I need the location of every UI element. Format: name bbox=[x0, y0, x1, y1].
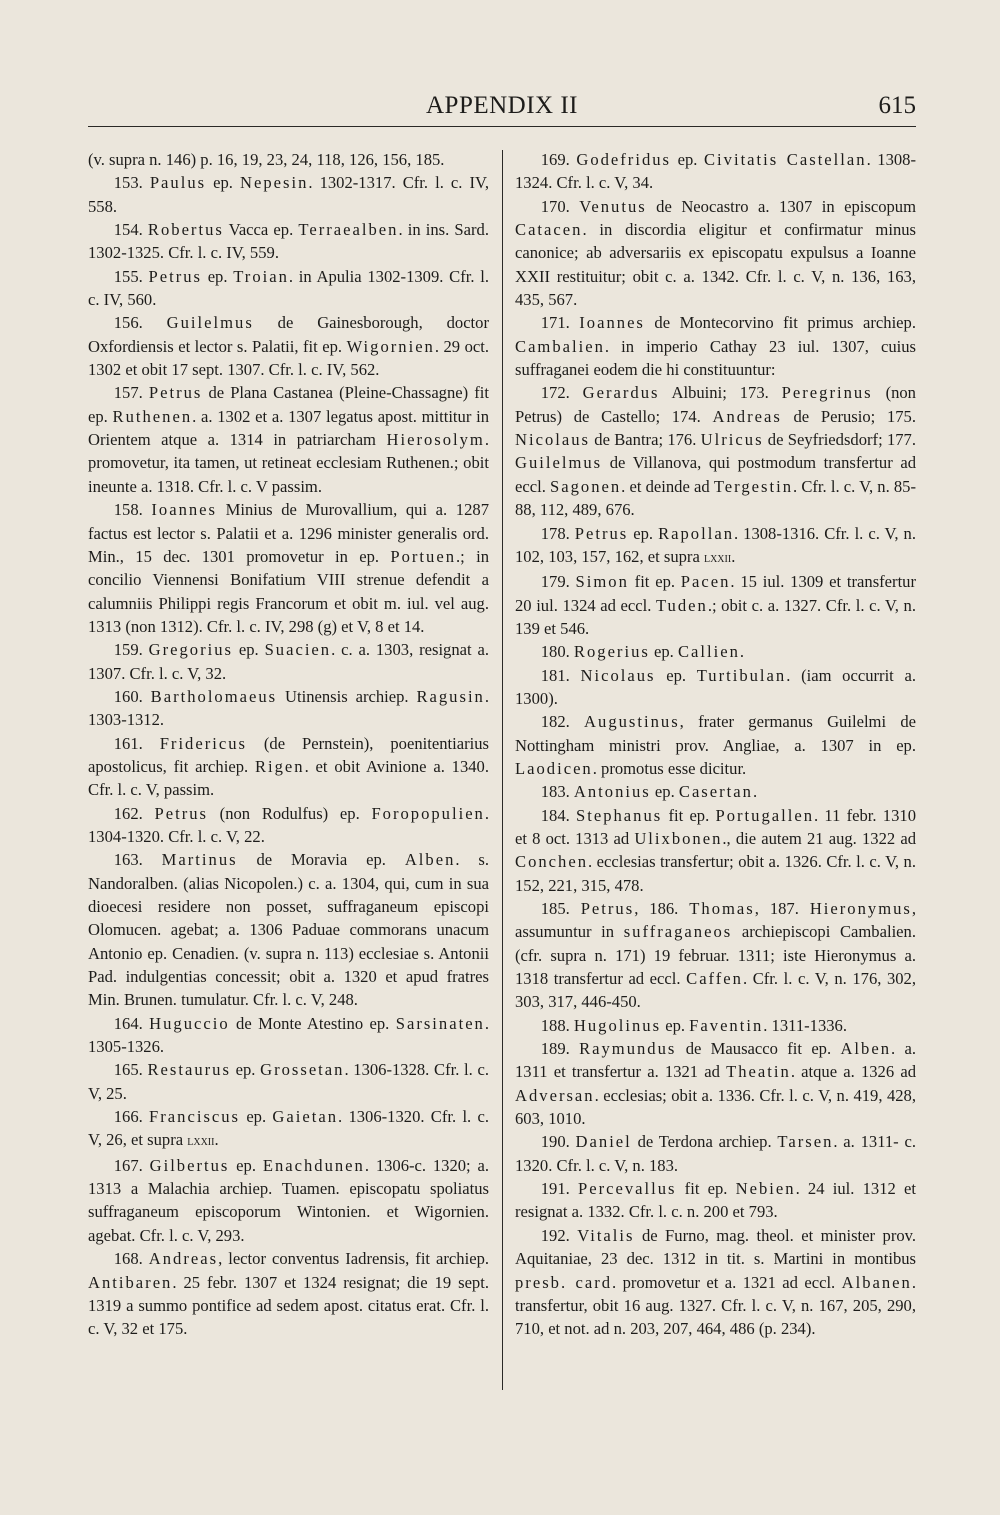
spaced-name: Antonius bbox=[573, 782, 651, 802]
spaced-name: Cambalien bbox=[515, 336, 605, 356]
spaced-name: Petrus bbox=[580, 899, 635, 918]
column-rule bbox=[502, 150, 503, 1390]
spaced-name: Grossetan bbox=[260, 1060, 345, 1080]
catalog-entry: 190. Daniel de Terdona archiep. Tarsen. a. 1311- c. 1320. Cfr. l. c. V, n. 183. bbox=[515, 1132, 916, 1175]
spaced-name: Wigornien bbox=[346, 336, 435, 356]
spaced-name: Robertus bbox=[147, 220, 224, 240]
spaced-name: Stephanus bbox=[576, 805, 663, 825]
spaced-name: Ragusin bbox=[416, 686, 485, 706]
spaced-name: Bartholomaeus bbox=[150, 686, 278, 706]
spaced-name: Rapollan bbox=[658, 523, 734, 543]
spaced-name: Ulixbonen bbox=[634, 828, 723, 848]
spaced-name: Ulricus bbox=[700, 430, 764, 450]
catalog-entry: 180. Rogerius ep. Callien. bbox=[540, 642, 745, 662]
catalog-entry: 181. Nicolaus ep. Turtibulan. (iam occurrit a. 1300). bbox=[515, 665, 917, 708]
catalog-entry: 157. Petrus de Plana Castanea (Pleine-Chassagne) fit ep. Ruthenen. a. 1302 et a. 1307 legatus apost. mittitur in Orientem atque a. 1314 in patriarcham Hierosolym. promovetur, ita tamen, ut retineat ecclesiam Ruthenen.; obit ineunte a. 1318. Cfr. l. c. V passim. bbox=[88, 383, 490, 496]
spaced-name: Martinus bbox=[161, 850, 238, 870]
spaced-name: Venutus bbox=[579, 196, 647, 216]
spaced-name: Suacien bbox=[264, 640, 332, 660]
text-columns bbox=[88, 148, 916, 1435]
catalog-entry: 156. Guilelmus de Gainesborough, doctor Oxfordiensis et lector s. Palatii, fit ep. Wigornien. 29 oct. 1302 et obit 17 sept. 1307. Cfr. l. c. IV, 562. bbox=[88, 313, 489, 380]
spaced-name: Godefridus bbox=[576, 150, 671, 169]
roman-numeral: lxxii bbox=[187, 1133, 215, 1150]
spaced-name: Pacen bbox=[680, 572, 731, 592]
right-column bbox=[515, 148, 916, 1435]
spaced-name: Nicolaus bbox=[515, 430, 590, 450]
spaced-name: Thomas bbox=[689, 899, 755, 918]
spaced-name: Huguccio bbox=[149, 1013, 230, 1033]
spaced-name: Augustinus bbox=[584, 712, 680, 732]
catalog-entry: 167. Gilbertus ep. Enachdunen. 1306-c. 1320; a. 1313 a Malachia archiep. Tuamen. episcopatu spoliatus suffraganeum episcoporum Wintonien. et Wigornien. agebat. Cfr. l. c. V, 293. bbox=[88, 1155, 490, 1245]
spaced-name: Faventin bbox=[689, 1015, 764, 1035]
catalog-entry: 172. Gerardus Albuini; 173. Peregrinus (non Petrus) de Castello; 174. Andreas de Perusio; 175. Nicolaus de Bantra; 176. Ulricus de Seyfriedsdorf; 177. Guilelmus de Villanova, qui postmodum transfertur ad eccl. Sagonen. et deinde ad Tergestin. Cfr. l. c. V, n. 85-88, 112, 489, 676. bbox=[515, 383, 917, 520]
spaced-name: Alben bbox=[404, 850, 456, 870]
catalog-entry: 189. Raymundus de Mausacco fit ep. Alben. a. 1311 et transfertur a. 1321 ad Theatin. atque a. 1326 ad Adversan. ecclesias; obit a. 1336. Cfr. l. c. V, n. 419, 428, 603, 1010. bbox=[515, 1039, 916, 1129]
catalog-entry: 169. Godefridus ep. Civitatis Castellan. 1308-1324. Cfr. l. c. V, 34. bbox=[515, 150, 917, 193]
spaced-name: Catacen bbox=[515, 220, 583, 240]
spaced-name: Vitalis bbox=[577, 1225, 635, 1245]
spaced-name: Nicolaus bbox=[580, 665, 656, 685]
catalog-entry: 185. Petrus, 186. Thomas, 187. Hieronymus, assumuntur in suffraganeos archiepiscopi Cambalien. (cfr. supra n. 171) 19 februar. 1311; iste Hieronymus a. 1318 transfertur ad eccl. Caffen. Cfr. l. c. V, n. 176, 302, 303, 317, 446-450. bbox=[515, 899, 917, 1012]
running-head bbox=[88, 92, 916, 127]
spaced-name: Turtibulan bbox=[696, 665, 787, 685]
catalog-entry: 183. Antonius ep. Casertan. bbox=[540, 782, 758, 802]
spaced-name: Hierosolym bbox=[386, 430, 485, 450]
spaced-name: Andreas bbox=[148, 1249, 219, 1269]
spaced-name: Hugolinus bbox=[573, 1015, 662, 1035]
catalog-entry: 164. Huguccio de Monte Atestino ep. Sarsinaten. 1305-1326. bbox=[88, 1013, 490, 1057]
catalog-entry: 182. Augustinus, frater germanus Guilelmi de Nottingham ministri prov. Angliae, a. 1307 in ep. Laodicen. promotus esse dicitur. bbox=[515, 712, 917, 778]
spaced-name: Raymundus bbox=[579, 1039, 677, 1059]
catalog-entry: 171. Ioannes de Montecorvino fit primus archiep. Cambalien. in imperio Cathay 23 iul. 1307, cuius suffraganei eodem die hi constituuntur: bbox=[515, 313, 916, 380]
spaced-name: Gerardus bbox=[582, 383, 660, 403]
spaced-name: Ioannes bbox=[579, 313, 645, 333]
spaced-name: Petrus bbox=[148, 266, 202, 286]
roman-numeral: lxxii bbox=[703, 549, 732, 566]
spaced-name: presb. card bbox=[515, 1272, 613, 1292]
catalog-entry: 192. Vitalis de Furno, mag. theol. et minister prov. Aquitaniae, 23 dec. 1312 in tit. s. Martini in montibus presb. card. promovetur et a. 1321 ad eccl. Albanen. transfertur, obit 16 aug. 1327. Cfr. l. c. V, n. 167, 205, 290, 710, et not. ad n. 203, 207, 464, 486 (p. 234). bbox=[515, 1225, 917, 1339]
spaced-name: Ruthenen bbox=[112, 406, 193, 426]
spaced-name: Portuen bbox=[390, 546, 456, 566]
catalog-entry: 178. Petrus ep. Rapollan. 1308-1316. Cfr. l. c. V, n. 102, 103, 157, 162, et supra lxxii. bbox=[515, 523, 916, 566]
spaced-name: Albanen bbox=[841, 1272, 912, 1292]
spaced-name: suffraganeos bbox=[623, 922, 733, 942]
page-number: 615 bbox=[878, 92, 916, 119]
spaced-name: Gregorius bbox=[148, 640, 233, 660]
spaced-name: Gilbertus bbox=[149, 1155, 230, 1175]
spaced-name: Restaurus bbox=[147, 1060, 231, 1080]
spaced-name: Simon bbox=[575, 572, 629, 592]
catalog-entry: 160. Bartholomaeus Utinensis archiep. Ragusin. 1303-1312. bbox=[88, 686, 490, 730]
catalog-entry: 179. Simon fit ep. Pacen. 15 iul. 1309 et transfertur 20 iul. 1324 ad eccl. Tuden.; obit c. a. 1327. Cfr. l. c. V, n. 139 et 546. bbox=[515, 572, 917, 638]
catalog-entry: 191. Percevallus fit ep. Nebien. 24 iul. 1312 et resignat a. 1332. Cfr. l. c. n. 200 et 793. bbox=[515, 1179, 916, 1222]
catalog-entry: 168. Andreas, lector conventus Iadrensis, fit archiep. Antibaren. 25 febr. 1307 et 1324 resignat; die 19 sept. 1319 a summo pontifice ad sedem apost. citatus erat. Cfr. l. c. V, 32 et 175. bbox=[88, 1249, 490, 1339]
spaced-name: Ioannes bbox=[151, 500, 217, 520]
spaced-name: Tergestin bbox=[713, 476, 794, 496]
catalog-entry: 163. Martinus de Moravia ep. Alben. s. Nandoralben. (alias Nicopolen.) c. a. 1304, qui, cum in sua dioecesi residere non posset, suffraganeum episcopi Olomucen. agebat; a. 1306 Paduae commorans unacum Antonio ep. Cenadien. (v. supra n. 113) ecclesiae s. Antonii Pad. indulgentias concessit; obit a. 1320 et apud fratres Min. Brunen. tumulatur. Cfr. l. c. V, 248. bbox=[88, 850, 490, 1010]
catalog-entry: 166. Franciscus ep. Gaietan. 1306-1320. Cfr. l. c. V, 26, et supra lxxii. bbox=[88, 1107, 490, 1150]
spaced-name: Theatin bbox=[726, 1062, 791, 1082]
catalog-entry: 155. Petrus ep. Troian. in Apulia 1302-1309. Cfr. l. c. IV, 560. bbox=[88, 266, 489, 310]
spaced-name: Paulus bbox=[149, 173, 207, 193]
catalog-entry: (v. supra n. 146) p. 16, 19, 23, 24, 118, 126, 156, 185. bbox=[88, 150, 445, 169]
spaced-name: Fridericus bbox=[159, 733, 247, 753]
spaced-name: Adversan bbox=[515, 1085, 595, 1105]
spaced-name: Civitatis Castellan bbox=[703, 150, 867, 169]
spaced-name: Caffen bbox=[686, 969, 743, 989]
catalog-entry: 162. Petrus (non Rodulfus) ep. Foropopulien. 1304-1320. Cfr. l. c. V, 22. bbox=[88, 803, 490, 846]
catalog-entry: 165. Restaurus ep. Grossetan. 1306-1328. Cfr. l. c. V, 25. bbox=[88, 1060, 490, 1103]
page-title: APPENDIX II bbox=[425, 92, 579, 119]
spaced-name: Hieronymus bbox=[809, 899, 912, 918]
catalog-entry: 161. Fridericus (de Pernstein), poenitentiarius apostolicus, fit archiep. Rigen. et obit Avinione a. 1340. Cfr. l. c. V, passim. bbox=[88, 733, 490, 800]
spaced-name: Andreas bbox=[712, 406, 782, 426]
spaced-name: Percevallus bbox=[577, 1179, 677, 1199]
spaced-name: Daniel bbox=[575, 1132, 632, 1152]
spaced-name: Rogerius bbox=[573, 642, 650, 662]
spaced-name: Terraealben bbox=[298, 220, 399, 240]
spaced-name: Guilelmus bbox=[515, 453, 603, 473]
spaced-name: Sarsinaten bbox=[395, 1013, 485, 1033]
catalog-entry: 154. Robertus Vacca ep. Terraealben. in ins. Sard. 1302-1325. Cfr. l. c. IV, 559. bbox=[88, 220, 489, 263]
spaced-name: Foropopulien bbox=[371, 803, 485, 823]
spaced-name: Guilelmus bbox=[166, 313, 254, 333]
spaced-name: Casertan bbox=[678, 782, 753, 802]
spaced-name: Troian bbox=[233, 266, 289, 286]
spaced-name: Tuden bbox=[656, 595, 708, 615]
spaced-name: Callien bbox=[677, 642, 740, 662]
spaced-name: Alben bbox=[840, 1039, 892, 1059]
spaced-name: Franciscus bbox=[149, 1107, 241, 1127]
spaced-name: Nebien bbox=[735, 1179, 796, 1199]
spaced-name: Conchen bbox=[515, 852, 588, 872]
spaced-name: Tarsen bbox=[777, 1132, 834, 1152]
spaced-name: Rigen bbox=[254, 756, 305, 776]
spaced-name: Petrus bbox=[574, 523, 629, 543]
spaced-name: Gaietan bbox=[272, 1107, 339, 1127]
spaced-name: Peregrinus bbox=[781, 383, 873, 403]
catalog-entry: 158. Ioannes Minius de Murovallium, qui a. 1287 factus est lector s. Palatii et a. 1296 minister generalis ord. Min., 15 dec. 1301 promovetur in ep. Portuen.; in concilio Viennensi Bonifatium VIII strenue defendit a calumniis Philippi regis Francorum et obit m. iul. vel aug. 1313 (non 1312). Cfr. l. c. IV, 298 (g) et V, 8 et 14. bbox=[88, 500, 489, 636]
catalog-entry: 184. Stephanus fit ep. Portugallen. 11 febr. 1310 et 8 oct. 1313 ad Ulixbonen., die autem 21 aug. 1322 ad Conchen. ecclesias transfertur; obit a. 1326. Cfr. l. c. V, n. 152, 221, 315, 478. bbox=[515, 805, 916, 895]
spaced-name: Portugallen bbox=[715, 805, 815, 825]
spaced-name: Sagonen bbox=[550, 476, 622, 496]
catalog-entry: 159. Gregorius ep. Suacien. c. a. 1303, resignat a. 1307. Cfr. l. c. V, 32. bbox=[88, 640, 490, 683]
left-column bbox=[88, 148, 489, 1435]
catalog-entry: 188. Hugolinus ep. Faventin. 1311-1336. bbox=[540, 1015, 847, 1035]
spaced-name: Enachdunen bbox=[262, 1155, 365, 1175]
spaced-name: Nepesin bbox=[240, 173, 309, 193]
spaced-name: Laodicen bbox=[515, 758, 593, 778]
catalog-entry: 153. Paulus ep. Nepesin. 1302-1317. Cfr. l. c. IV, 558. bbox=[88, 173, 489, 216]
catalog-entry: 170. Venutus de Neocastro a. 1307 in episcopum Catacen. in discordia eligitur et confirmatur minus canonice; ab adversariis ex episcopatu expulsus a Ioanne XXII restituitur; obit c. a. 1342. Cfr. l. c. V, n. 136, 163, 435, 567. bbox=[515, 196, 916, 310]
spaced-name: Antibaren bbox=[88, 1272, 173, 1292]
spaced-name: Petrus bbox=[148, 383, 203, 403]
spaced-name: Petrus bbox=[154, 803, 208, 823]
